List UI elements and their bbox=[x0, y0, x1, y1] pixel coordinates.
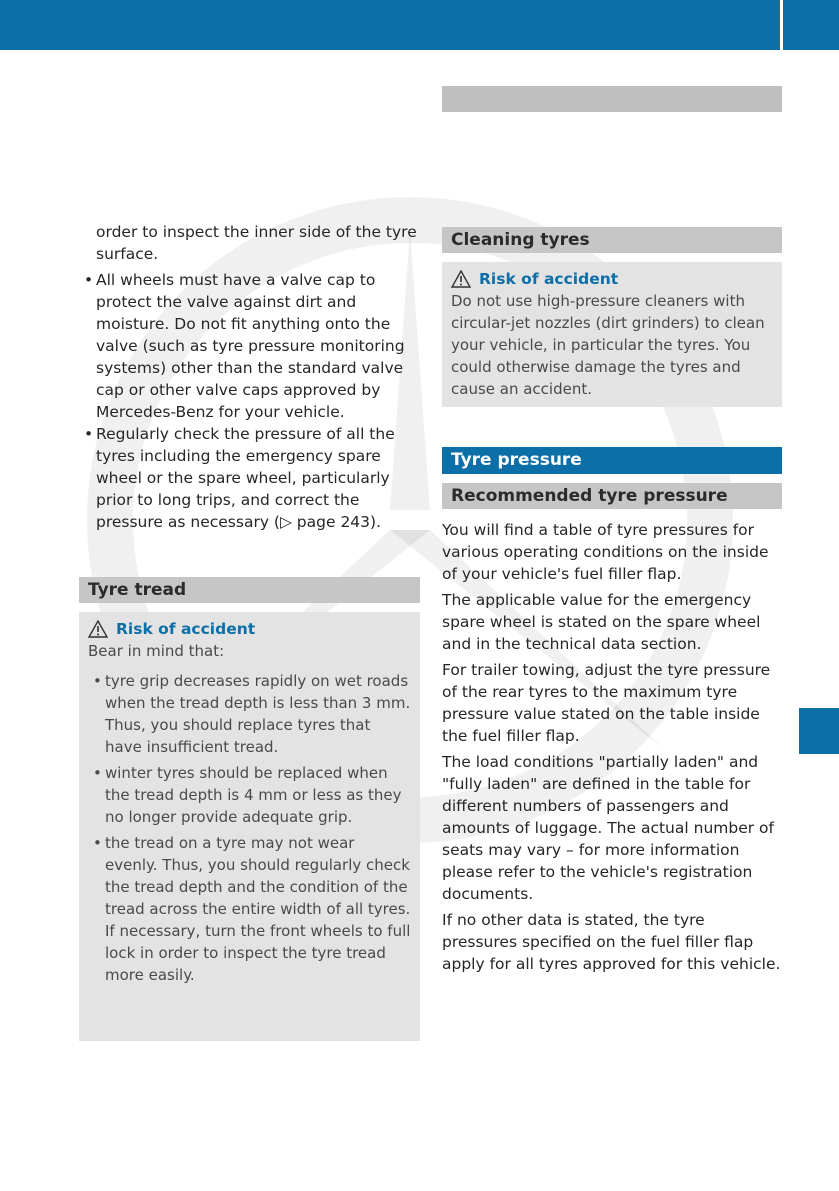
list-item: • the tread on a tyre may not wear evenly. Thus, you should regularly check the tread depth and the condition of the tread across the entire width of all tyres. If necessary, turn the front wheels to full lock in order to inspect the tyre tread more easily. bbox=[88, 832, 411, 986]
paragraph: For trailer towing, adjust the tyre pressure of the rear tyres to the maximum tyre pressure value stated on the table inside the fuel filler flap. bbox=[442, 661, 771, 745]
left-bullet-list bbox=[79, 269, 421, 533]
top-header-bar bbox=[0, 0, 839, 50]
list-item: • All wheels must have a valve cap to protect the valve against dirt and moisture. Do not fit anything onto the valve (such as tyre pressure monitoring systems) other than the standard valve cap or other valve caps approved by Mercedes-Benz for your vehicle. bbox=[79, 269, 421, 423]
paragraph: You will find a table of tyre pressures for various operating conditions on the inside of your vehicle's fuel filler flap. bbox=[442, 521, 769, 583]
warning-body bbox=[451, 290, 773, 400]
list-item: • Regularly check the pressure of all the tyres including the emergency spare wheel or the spare wheel, particularly prior to long trips, and correct the pressure as necessary (▷ page 243). bbox=[79, 423, 421, 533]
paragraph: If no other data is stated, the tyre pressures specified on the fuel filler flap apply for all tyres approved for this vehicle. bbox=[442, 911, 781, 973]
chapter-side-tab bbox=[799, 708, 839, 754]
paragraph: The load conditions "partially laden" and "fully laden" are defined in the table for different numbers of passengers and amounts of luggage. The actual number of seats may vary – for more information please refer to the vehicle's registration documents. bbox=[442, 753, 774, 903]
warning-body bbox=[88, 640, 411, 986]
list-item: • tyre grip decreases rapidly on wet roads when the tread depth is less than 3 mm. Thus, you should replace tyres that have insufficient tread. bbox=[88, 670, 411, 758]
tyre-pressure-body bbox=[442, 519, 784, 979]
header-divider bbox=[780, 0, 783, 50]
intro-continuation: order to inspect the inner side of the tyre surface. bbox=[96, 223, 417, 263]
tyre-pressure-heading: Tyre pressure bbox=[442, 447, 782, 474]
warning-title: Risk of accident bbox=[116, 620, 256, 638]
cleaning-warning-box bbox=[442, 262, 782, 407]
warning-bullet-list bbox=[88, 670, 411, 986]
tyre-tread-warning-box bbox=[79, 612, 420, 1041]
warning-triangle-icon bbox=[451, 270, 471, 288]
recommended-pressure-heading: Recommended tyre pressure bbox=[442, 483, 782, 509]
warning-title-row bbox=[88, 618, 411, 640]
warning-title-row bbox=[451, 268, 773, 290]
tyre-tread-heading: Tyre tread bbox=[79, 577, 420, 603]
cleaning-tyres-heading: Cleaning tyres bbox=[442, 227, 782, 253]
left-intro-block bbox=[79, 221, 421, 533]
warning-title: Risk of accident bbox=[479, 270, 619, 288]
warning-triangle-icon bbox=[88, 620, 108, 638]
warning-intro: Bear in mind that: bbox=[88, 642, 225, 660]
warning-text: Do not use high-pressure cleaners with circular-jet nozzles (dirt grinders) to clean your vehicle, in particular the tyres. You could otherwise damage the tyres and cause an accident. bbox=[451, 292, 765, 398]
list-item: • winter tyres should be replaced when the tread depth is 4 mm or less as they no longer provide adequate grip. bbox=[88, 762, 411, 828]
section-header-bar bbox=[442, 86, 782, 112]
paragraph: The applicable value for the emergency spare wheel is stated on the spare wheel and in the technical data section. bbox=[442, 591, 761, 653]
